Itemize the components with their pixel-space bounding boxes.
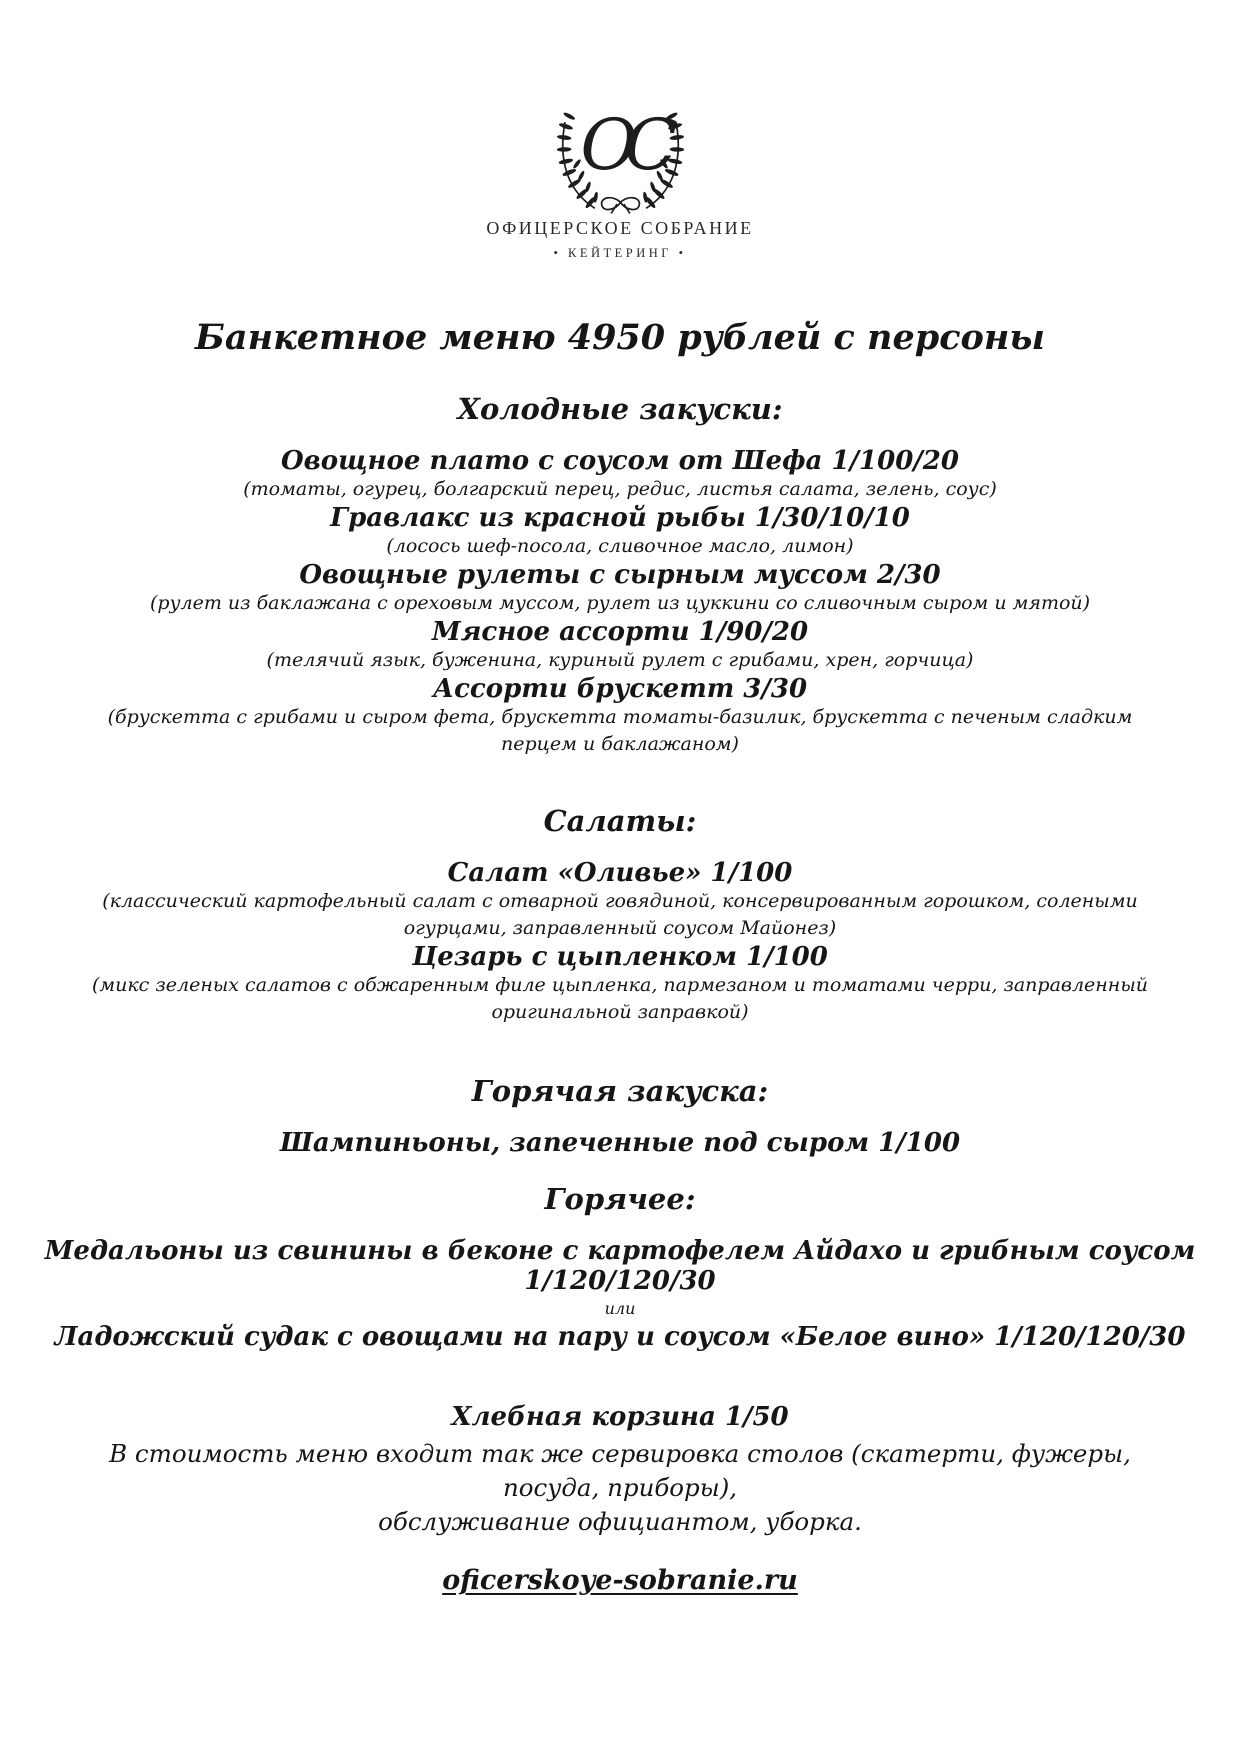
org-name: ОФИЦЕРСКОЕ СОБРАНИЕ xyxy=(486,218,754,238)
laurel-wreath-icon xyxy=(513,88,728,216)
section-items xyxy=(0,1236,1240,1352)
menu-item xyxy=(0,1236,1240,1296)
menu-item xyxy=(0,560,1240,617)
menu-item xyxy=(0,1128,1240,1158)
menu-item xyxy=(0,674,1240,758)
service-note-line2: обслуживание официантом, уборка. xyxy=(378,1507,862,1536)
section-items xyxy=(0,858,1240,1026)
item-desc: (томаты, огурец, болгарский перец, редис, листья салата, зелень, соус) xyxy=(243,478,997,500)
item-name: Овощные рулеты с сырным муссом 2/30 xyxy=(299,560,941,590)
item-name: Мясное ассорти 1/90/20 xyxy=(431,617,809,647)
item-desc: (микс зеленых салатов с обжаренным филе цыпленка, пармезаном и томатами черри, заправленный оригинальной заправкой) xyxy=(91,974,1149,1023)
item-name: Медальоны из свинины в беконе с картофелем Айдахо и грибным соусом 1/120/120/30 xyxy=(44,1236,1196,1296)
monogram-text: ОС xyxy=(579,104,664,187)
item-name: Шампиньоны, запеченные под сыром 1/100 xyxy=(279,1128,961,1158)
item-desc: (брускетта с грибами и сыром фета, брускетта томаты-базилик, брускетта с печеным сладким перцем и баклажаном) xyxy=(107,706,1133,755)
service-note xyxy=(70,1437,1170,1539)
section-hot-appetizer xyxy=(0,1074,1240,1158)
section-salads xyxy=(0,804,1240,1026)
or-separator: или xyxy=(604,1299,636,1318)
section-items xyxy=(0,446,1240,758)
item-desc: (телячий язык, буженина, куриный рулет с грибами, хрен, горчица) xyxy=(266,649,974,671)
bread-basket-item: Хлебная корзина 1/50 xyxy=(451,1402,789,1432)
menu-item xyxy=(0,942,1240,1026)
service-note-line1: В стоимость меню входит так же сервировка столов (скатерти, фужеры, посуда, приборы), xyxy=(109,1439,1131,1502)
logo-tagline: • КЕЙТЕРИНГ • xyxy=(553,246,687,260)
menu-item xyxy=(0,1322,1240,1352)
item-desc: (лосось шеф-посола, сливочное масло, лимон) xyxy=(386,535,854,557)
item-name: Гравлакс из красной рыбы 1/30/10/10 xyxy=(330,503,910,533)
section-main-course xyxy=(0,1182,1240,1352)
item-desc: (рулет из баклажана с ореховым муссом, рулет из цуккини со сливочным сыром и мятой) xyxy=(149,592,1091,614)
section-items xyxy=(0,1128,1240,1158)
section-heading: Горячая закуска: xyxy=(471,1074,769,1108)
section-heading: Салаты: xyxy=(543,804,697,838)
website-link[interactable]: oficerskoye-sobranie.ru xyxy=(442,1565,798,1596)
logo-block xyxy=(0,0,1240,261)
item-name: Ладожский судак с овощами на пару и соусом «Белое вино» 1/120/120/30 xyxy=(54,1322,1186,1352)
wreath-bow xyxy=(601,198,639,214)
section-heading: Холодные закуски: xyxy=(457,392,783,426)
section-cold-appetizers xyxy=(0,392,1240,758)
item-name: Цезарь с цыпленком 1/100 xyxy=(412,942,828,972)
item-name: Овощное плато с соусом от Шефа 1/100/20 xyxy=(281,446,959,476)
item-name: Ассорти брускетт 3/30 xyxy=(432,674,808,704)
menu-title: Банкетное меню 4950 рублей с персоны xyxy=(195,317,1045,358)
menu-item xyxy=(0,503,1240,560)
menu-item xyxy=(0,858,1240,942)
item-name: Салат «Оливье» 1/100 xyxy=(447,858,793,888)
menu-item xyxy=(0,446,1240,503)
item-desc: (классический картофельный салат с отварной говядиной, консервированным горошком, солеными огурцами, заправленный соусом Майонез) xyxy=(102,890,1138,939)
section-heading: Горячее: xyxy=(544,1182,696,1216)
menu-item xyxy=(0,617,1240,674)
